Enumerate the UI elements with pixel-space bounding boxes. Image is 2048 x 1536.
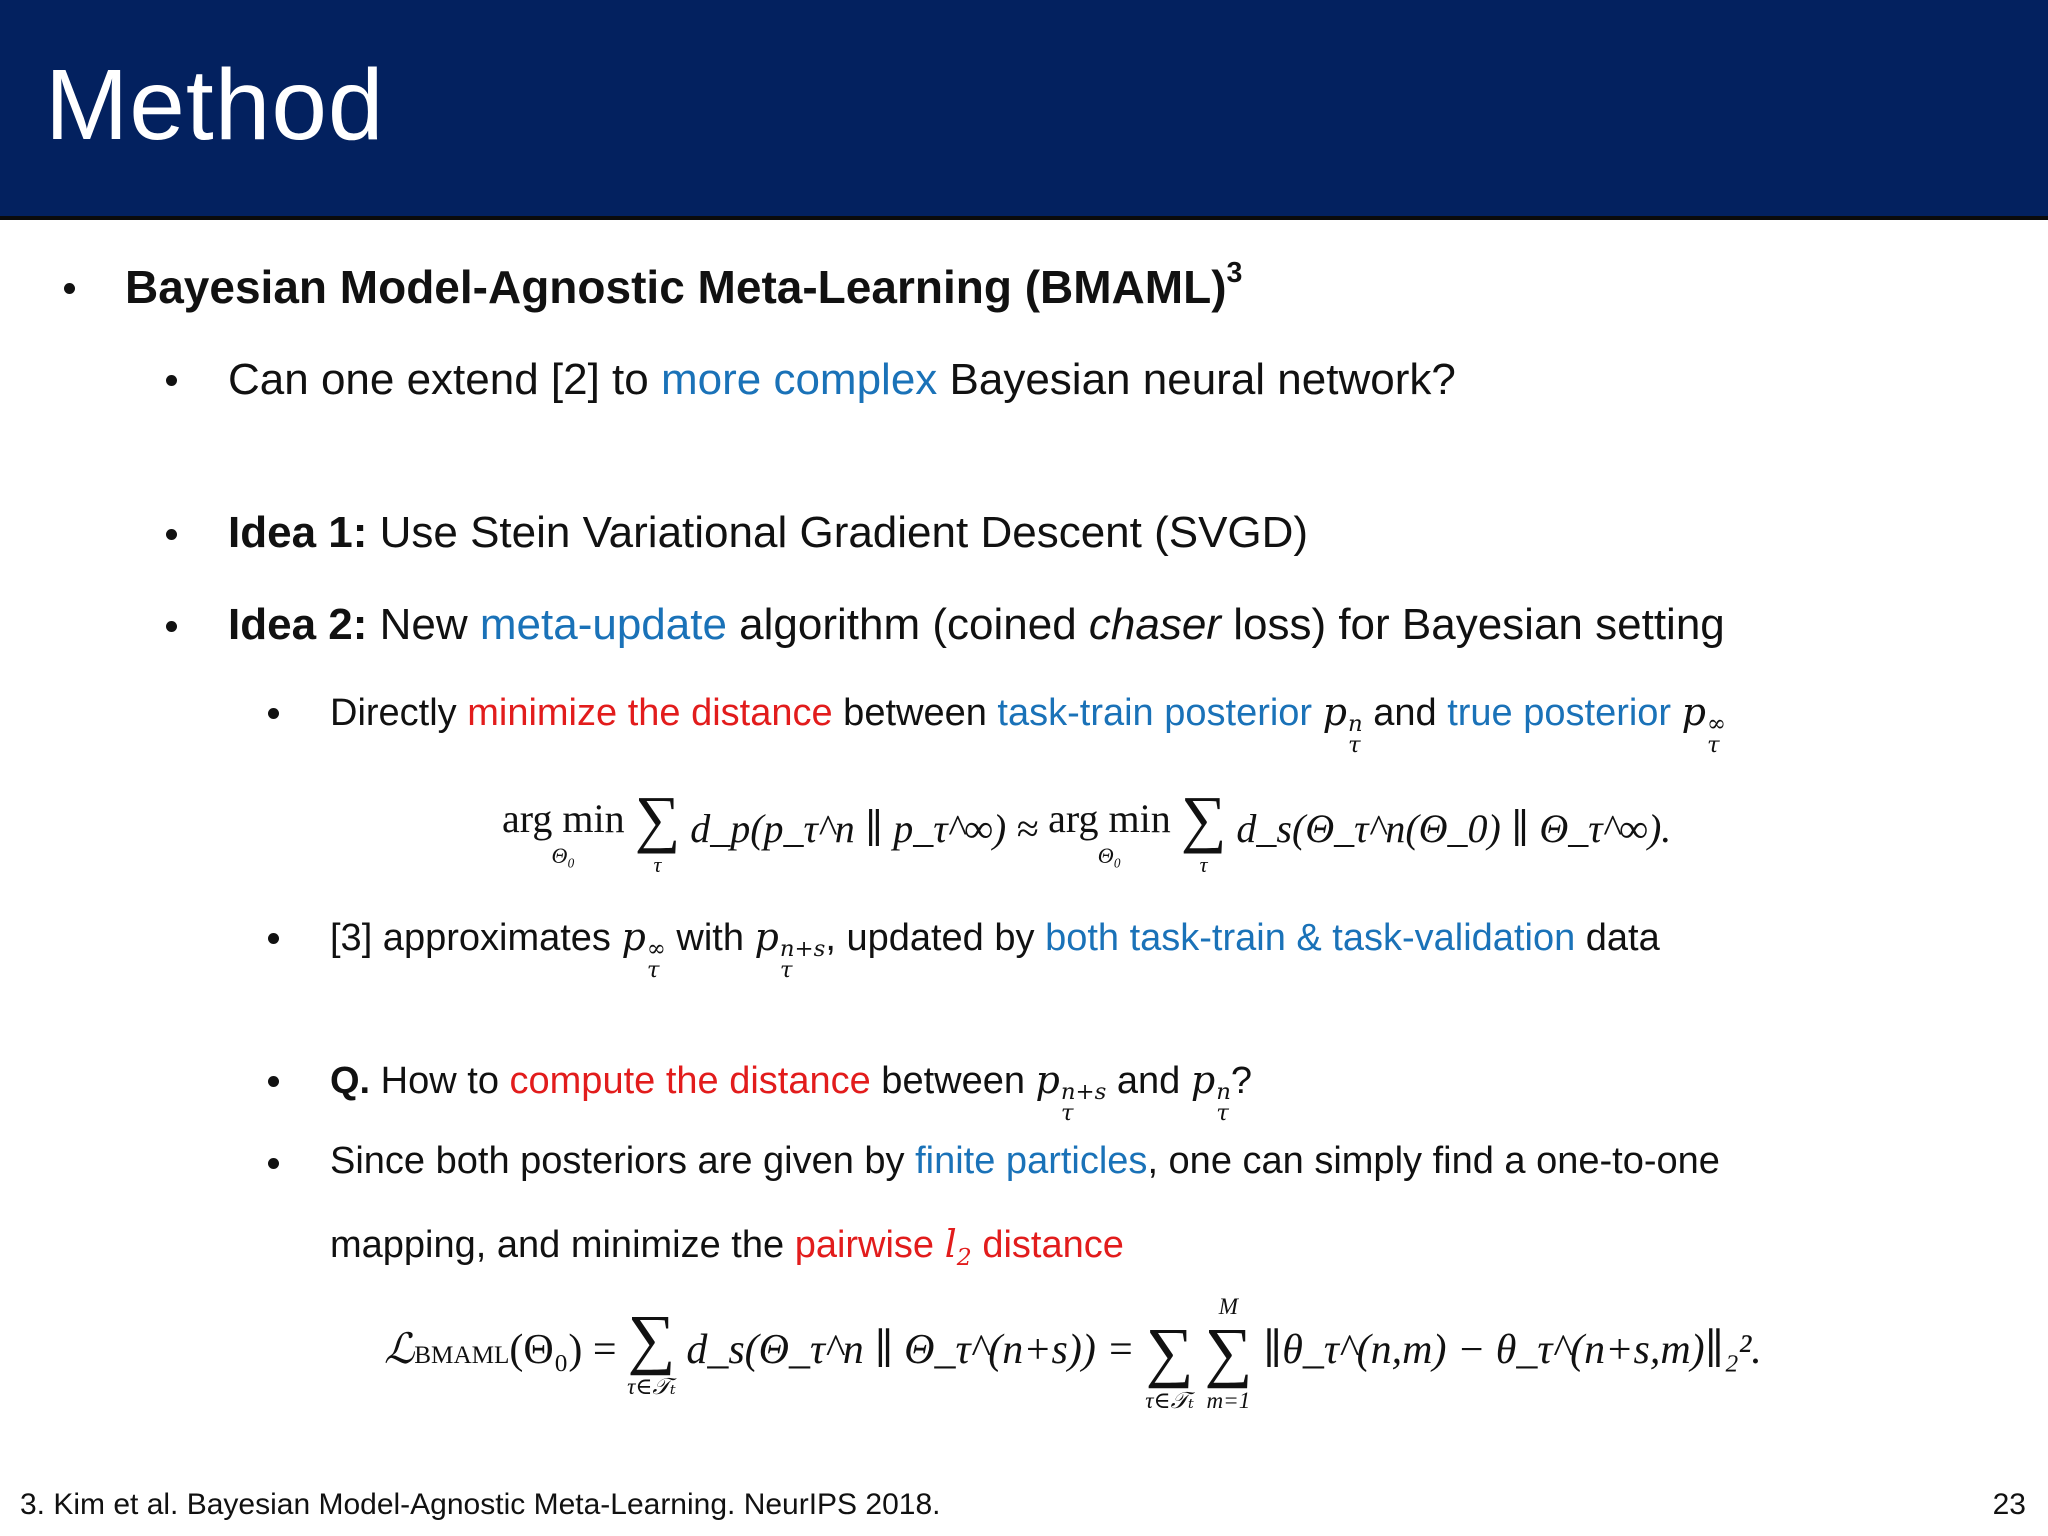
math-l2: $l_2$ [944,1222,972,1272]
text: and [1106,1060,1191,1102]
italic-chaser: chaser [1088,600,1221,649]
text: ? [1230,1060,1253,1102]
text: , one can simply find a one-to-one [1147,1140,1720,1182]
sum-op: ∑ τ [634,783,681,877]
argmin-subscript: Θ₀ [1097,842,1122,868]
sum-subscript: τ∈𝒯ₜ [1145,1386,1194,1413]
text: , updated by [825,917,1046,959]
idea2-bullet [228,600,1725,650]
highlight-minimize-distance: minimize the distance [467,692,833,734]
bullet-dot [64,283,75,294]
bullet-dot [268,1076,279,1087]
bullet-dot [166,621,177,632]
sum-op-3: ∑ τ∈𝒯ₜ [627,1300,676,1400]
idea1-bullet [228,508,1308,558]
sub-bullet-particles-line1 [330,1140,1720,1183]
eq1-lhs: d_p(p_τ^n ∥ p_τ^∞) ≈ [690,805,1039,851]
math-p-tau-n-plus-s: p n+s τ [1035,1058,1107,1127]
highlight-more-complex: more complex [660,355,938,404]
math-p-tau-n: p n τ [1190,1058,1231,1127]
eq2-rhs: ∥θ_τ^(n,m) − θ_τ^(n+s,m)∥₂². [1262,1326,1762,1373]
text: Since both posteriors are given by [330,1140,916,1182]
q-label: Q. [330,1060,371,1102]
sum-subscript: τ∈𝒯ₜ [627,1373,676,1400]
sum-subscript: m=1 [1206,1386,1251,1413]
sub-bullet-approximates [330,915,1660,982]
math-p-tau-n: p n τ [1322,690,1363,759]
argmin-text: arg min [1048,795,1171,841]
math-p-tau-inf: p ∞ τ [1681,690,1726,759]
sub-bullet-particles-line2 [330,1222,1124,1272]
text: [3] approximates [330,917,622,959]
text: algorithm (coined [726,600,1089,649]
highlight-pairwise: pairwise [794,1224,945,1266]
text: between [870,1060,1036,1102]
loss-subscript: BMAML [414,1341,510,1369]
sum-op-5: M ∑ m=1 [1204,1293,1253,1413]
text: Can one extend [2] to [228,355,661,404]
text: loss) for Bayesian setting [1220,600,1725,649]
bmaml-heading-text: Bayesian Model-Agnostic Meta-Learning (BMAML) [125,261,1227,313]
bullet-dot [166,529,177,540]
bullet-dot [268,1158,279,1169]
argmin-subscript: Θ₀ [551,842,576,868]
footer-citation: 3. Kim et al. Bayesian Model-Agnostic Meta-Learning. NeurIPS 2018. [20,1488,941,1521]
sub-bullet-minimize [330,690,1726,757]
reference-marker: 3 [1226,256,1243,289]
page-number: 23 [1992,1488,2026,1521]
loss-symbol: ℒ [384,1326,415,1373]
highlight-compute-distance: compute the distance [509,1060,871,1102]
slide-title: Method [45,49,385,161]
math-p-tau-n-plus-s: p n+s τ [754,915,826,984]
sum-op-2: ∑ τ [1180,783,1227,877]
idea1-label: Idea 1: [228,508,368,557]
text: mapping, and minimize the [330,1224,795,1266]
bullet-dot [166,375,177,386]
text: New [367,600,480,649]
eq2-mid: d_s(Θ_τ^n ∥ Θ_τ^(n+s)) = [686,1326,1135,1373]
math-p-tau-inf: p ∞ τ [621,915,666,984]
text: How to [370,1060,510,1102]
highlight-both-data: both task-train & task-validation [1045,917,1576,959]
question-bullet [228,355,1456,405]
equation-bmaml-loss [384,1295,1762,1412]
eq1-rhs: d_s(Θ_τ^n(Θ_0) ∥ Θ_τ^∞). [1236,805,1672,851]
text: Directly [330,692,468,734]
title-bar [0,0,2048,220]
idea1-text: Use Stein Variational Gradient Descent (SVGD) [367,508,1309,557]
bmaml-heading [125,256,1243,314]
text: with [665,917,755,959]
text: Bayesian neural network? [937,355,1456,404]
text: data [1575,917,1660,959]
loss-argument: (Θ₀) = [509,1326,617,1373]
bullet-dot [268,708,279,719]
argmin-text: arg min [502,795,625,841]
text: between [832,692,998,734]
idea2-label: Idea 2: [228,600,368,649]
equation-argmin [502,783,1672,877]
highlight-true-posterior: true posterior [1447,692,1672,734]
sum-op-4: ∑ τ∈𝒯ₜ [1145,1314,1194,1413]
highlight-meta-update: meta-update [479,600,727,649]
argmin-op [502,795,625,868]
text: and [1362,692,1448,734]
bullet-dot [268,933,279,944]
sum-superscript: M [1218,1293,1239,1319]
highlight-task-train-posterior: task-train posterior [997,692,1313,734]
highlight-distance: distance [971,1224,1124,1266]
sum-subscript: τ [1199,851,1208,877]
argmin-op-2 [1048,795,1171,868]
highlight-finite-particles: finite particles [915,1140,1148,1182]
sum-subscript: τ [653,851,662,877]
sub-bullet-question [330,1058,1252,1125]
